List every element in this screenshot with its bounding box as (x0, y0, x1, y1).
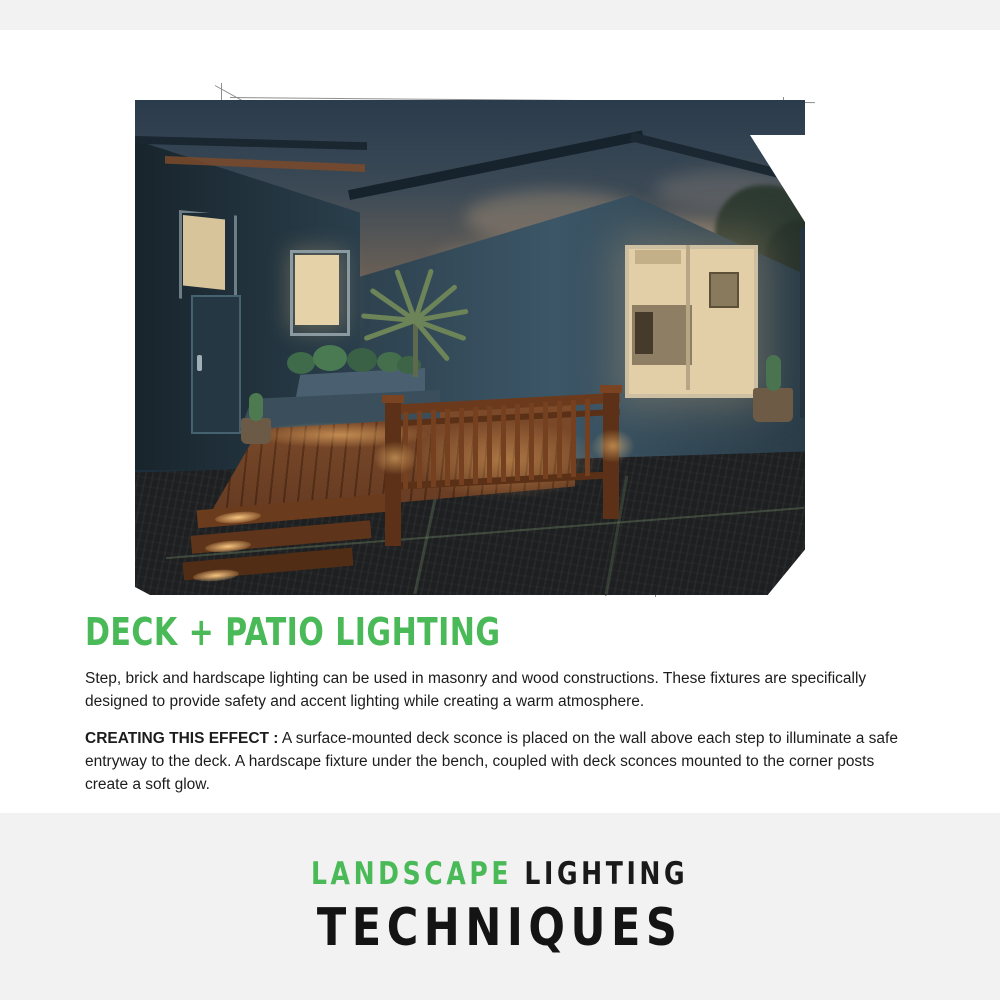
baluster (543, 402, 548, 479)
baluster (431, 410, 436, 487)
shrub (347, 348, 377, 372)
effect-description: A surface-mounted deck sconce is placed on the wall above each step to illuminate a safe entryway to the deck. A hardscape fixture under the bench, coupled with deck sconces mounted to the corner posts create a soft glow. (85, 729, 898, 793)
rendering-canvas (135, 100, 805, 595)
door-mullion (686, 245, 690, 390)
shrub (287, 352, 315, 374)
window-left-frame (179, 210, 237, 304)
baluster (501, 405, 506, 482)
content-area (0, 30, 1000, 813)
post-cap (382, 395, 404, 403)
baluster (417, 411, 422, 488)
top-band (0, 0, 1000, 30)
post-cap (600, 385, 622, 393)
post-sconce-glow (591, 429, 635, 463)
footer-band (0, 813, 1000, 1000)
footer-title-line-2: TECHNIQUES (317, 897, 683, 958)
baluster (487, 406, 492, 483)
effect-label: CREATING THIS EFFECT : (85, 729, 279, 747)
footer-title-line-1 (311, 856, 688, 892)
planter-pot (241, 418, 271, 444)
window-mid-frame (290, 250, 350, 336)
door-header-detail (635, 250, 681, 264)
house-right-wall (800, 228, 805, 418)
baluster (445, 409, 450, 486)
baluster (459, 408, 464, 485)
effect-paragraph (85, 728, 915, 797)
footer-word-lighting: LIGHTING (512, 855, 689, 892)
intro-paragraph: Step, brick and hardscape lighting can be used in masonry and wood constructions. These fixtures are specifically designed to provide safety and accent lighting while creating a warm atmosphere. (85, 670, 867, 710)
baluster (515, 404, 520, 481)
door-handle (197, 355, 202, 371)
baluster (557, 401, 562, 478)
baluster (585, 399, 590, 476)
text-block (85, 610, 915, 797)
page-title: DECK + PATIO LIGHTING (85, 610, 501, 654)
interior-chair (635, 312, 653, 354)
deck-railing (385, 355, 620, 530)
baluster (529, 403, 534, 480)
baluster (473, 407, 478, 484)
baluster (571, 400, 576, 477)
planter-pot (753, 388, 793, 422)
cactus (249, 393, 263, 421)
post-sconce-glow (373, 441, 417, 475)
illustration-rendering (135, 65, 865, 595)
interior-artwork (709, 272, 739, 308)
cactus (766, 355, 781, 391)
shrub (313, 345, 347, 371)
footer-word-landscape: LANDSCAPE (311, 855, 513, 892)
